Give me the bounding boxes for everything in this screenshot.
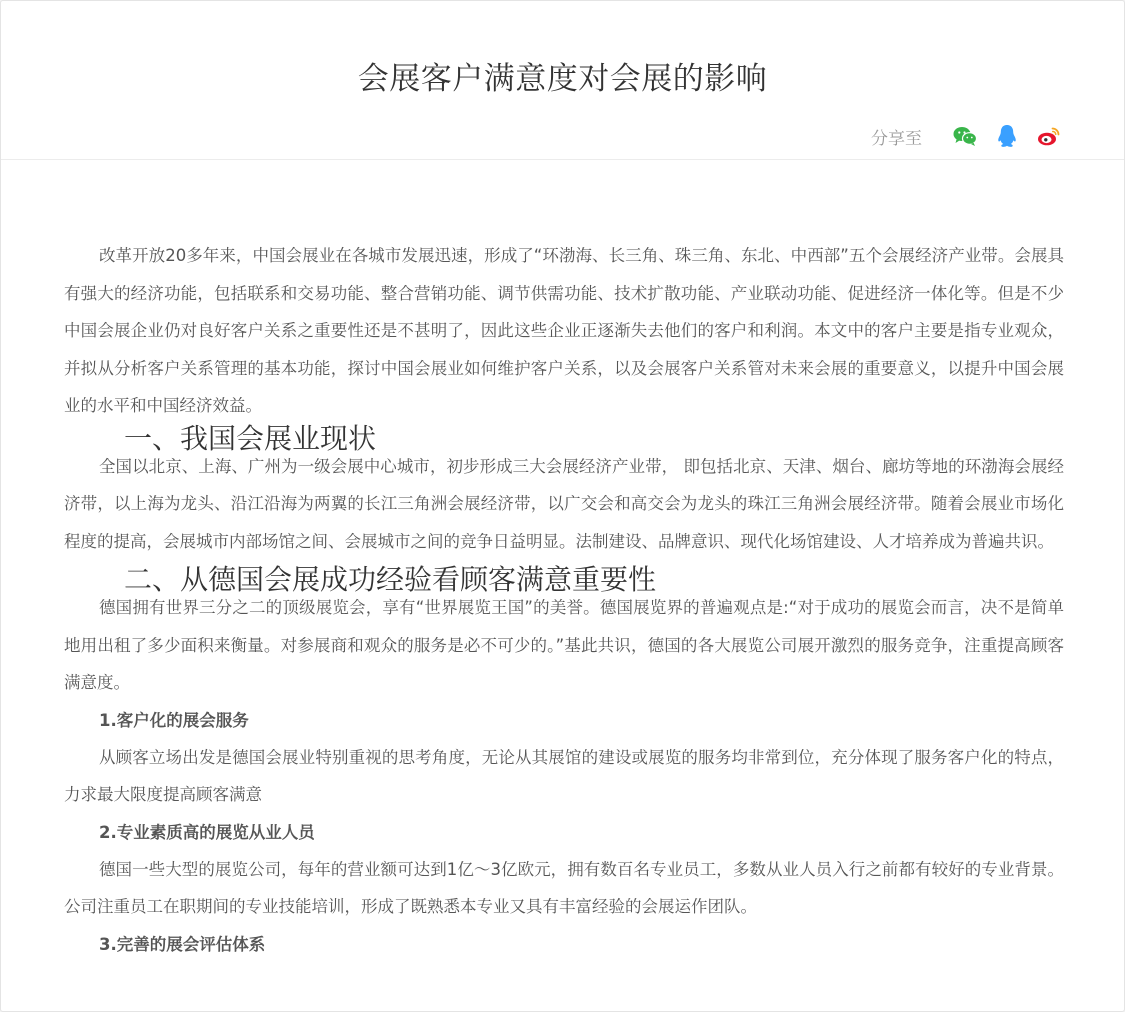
subheading-1: 1.客户化的展会服务: [99, 710, 249, 730]
share-bar: [871, 123, 1062, 149]
intro-paragraph: 改革开放20多年来，中国会展业在各城市发展迅速，形成了“环渤海、长三角、珠三角、东北、中西部”五个会展经济产业带。会展具有强大的经济功能，包括联系和交易功能、整合营销功能、调节供需功能、技术扩散功能、产业联动功能、促进经济一体化等。但是不少中国会展企业仍对良好客户关系之重要性还是不甚明了，因此这些企业正逐渐失去他们的客户和利润。本文中的客户主要是指专业观众，并拟从分析客户关系管理的基本功能，探讨中国会展业如何维护客户关系，以及会展客户关系管对未来会展的重要意义，以提升中国会展业的水平和中国经济效益。: [64, 246, 1064, 415]
section-heading-1: 一、我国会展业现状: [124, 421, 377, 455]
section-paragraph-2: 德国拥有世界三分之二的顶级展览会，享有“世界展览王国”的美誉。德国展览界的普遍观点是:“对于成功的展览会而言，决不是简单地用出租了多少面积来衡量。对参展商和观众的服务是必不可少的。”基此共识，德国的各大展览公司展开激烈的服务竞争，注重提高顾客满意度。: [64, 598, 1064, 692]
subheading-3: 3.完善的展会评估体系: [99, 934, 266, 954]
wechat-icon[interactable]: [952, 123, 978, 149]
section-paragraph-1: 全国以北京、上海、广州为一级会展中心城市，初步形成三大会展经济产业带， 即包括北京、天津、烟台、廊坊等地的环渤海会展经济带，以上海为龙头、沿江沿海为两翼的长江三角洲会展经济带，以广交会和高交会为龙头的珠江三角洲会展经济带。随着会展业市场化程度的提高，会展城市内部场馆之间、会展城市之间的竞争日益明显。法制建设、品牌意识、现代化场馆建设、人才培养成为普遍共识。: [64, 456, 1064, 551]
weibo-icon[interactable]: [1036, 123, 1062, 149]
subsection-paragraph-1: 从顾客立场出发是德国会展业特别重视的思考角度，无论从其展馆的建设或展览的服务均非常到位，充分体现了服务客户化的特点，力求最大限度提高顾客满意: [64, 747, 1064, 804]
article-title: 会展客户满意度对会展的影响: [357, 61, 768, 97]
subheading-2: 2.专业素质高的展览从业人员: [99, 822, 315, 842]
subsection-paragraph-2: 德国一些大型的展览公司，每年的营业额可达到1亿～3亿欧元，拥有数百名专业员工，多数从业人员入行之前都有较好的专业背景。公司注重员工在职期间的专业技能培训，形成了既熟悉本专业又具有丰富经验的会展运作团队。: [64, 859, 1064, 916]
section-heading-2: 二、从德国会展成功经验看顾客满意重要性: [124, 563, 657, 596]
article-header: [1, 1, 1124, 160]
share-label: 分享至: [871, 128, 922, 149]
qq-icon[interactable]: [994, 123, 1020, 149]
article-body: [64, 237, 1064, 963]
